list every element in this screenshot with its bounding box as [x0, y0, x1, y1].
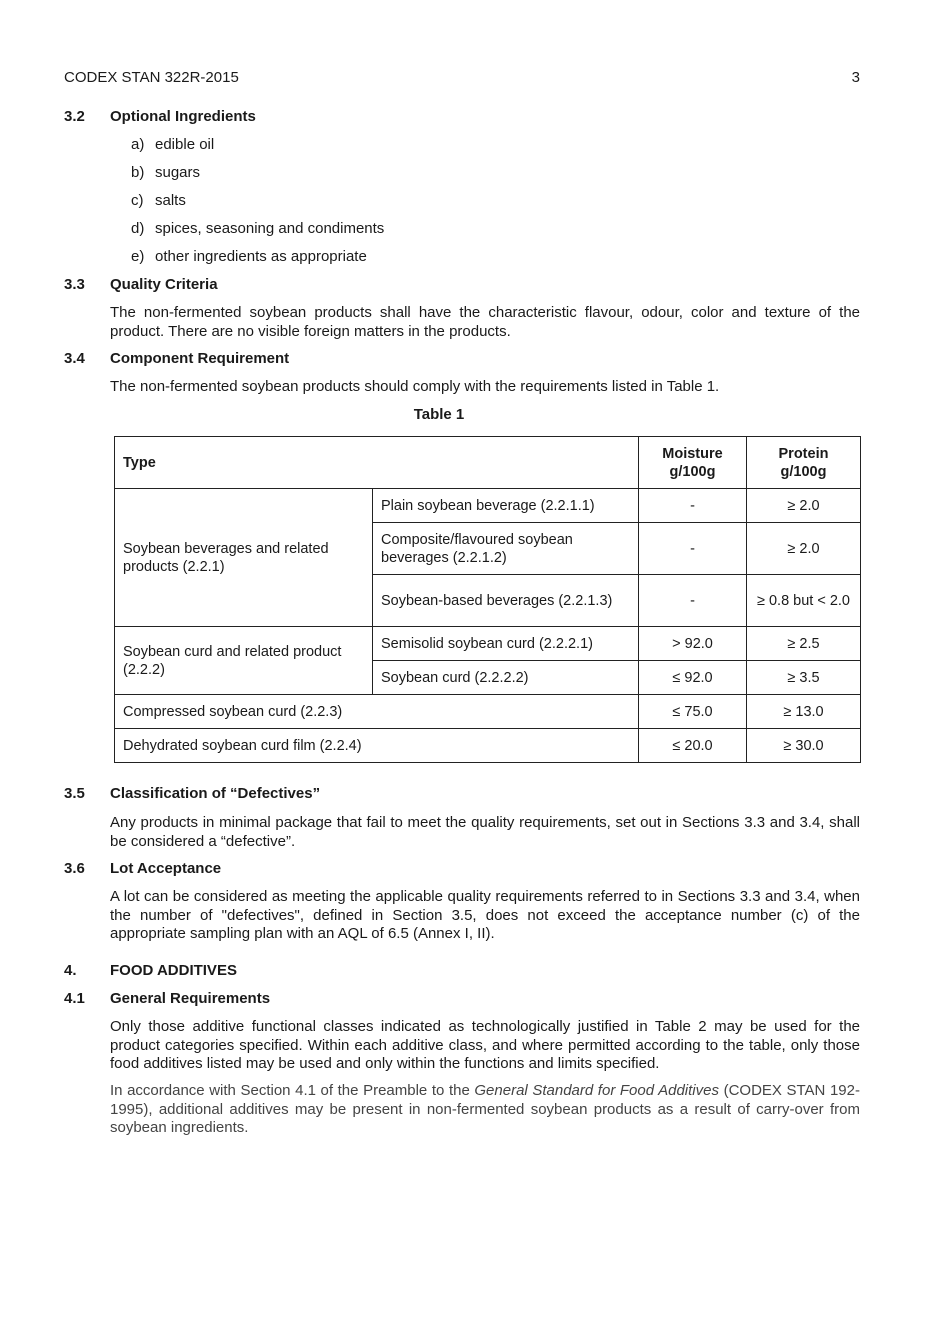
doc-id: CODEX STAN 322R-2015	[64, 69, 239, 86]
cell-moisture: -	[639, 523, 747, 575]
list-item	[131, 164, 200, 181]
section-title: FOOD ADDITIVES	[110, 962, 237, 979]
table-row	[115, 489, 861, 523]
list-text: sugars	[155, 164, 201, 181]
list-label: b)	[131, 164, 145, 181]
table-row	[115, 729, 861, 763]
section-number: 3.4	[64, 350, 85, 367]
section-3-3-text: The non-fermented soybean products shall have the characteristic flavour, odour, color and texture of the product. There are no visible foreign matters in the products.	[110, 304, 860, 340]
cell-protein: ≥ 2.0	[747, 489, 861, 523]
cell-protein: ≥ 3.5	[747, 661, 861, 695]
table-caption: Table 1	[413, 406, 465, 423]
header-type: Type	[115, 437, 639, 489]
cell-protein: ≥ 0.8 but < 2.0	[747, 575, 861, 627]
group-beverages: Soybean beverages and related products (2.2.1)	[115, 489, 373, 627]
list-label: a)	[131, 136, 145, 153]
section-3-4-text: The non-fermented soybean products should comply with the requirements listed in Table 1.	[110, 378, 720, 395]
list-text: spices, seasoning and condiments	[155, 220, 385, 237]
cell-subtype: Compressed soybean curd (2.2.3)	[115, 695, 639, 729]
cell-moisture: ≤ 75.0	[639, 695, 747, 729]
cell-subtype: Soybean-based beverages (2.2.1.3)	[373, 575, 639, 627]
section-4-1-text: Only those additive functional classes indicated as technologically justified in Table 2 may be used for the product categories specified. Within each additive class, and where permitted according to the table, only those food additives listed may be used and only within the functions and limits specified.	[110, 1018, 860, 1072]
table-row	[115, 627, 861, 661]
section-3-5-text: Any products in minimal package that fail to meet the quality requirements, set out in Sections 3.3 and 3.4, shall be considered a “defective”.	[110, 814, 860, 850]
section-title: Lot Acceptance	[110, 860, 222, 877]
table-row	[115, 695, 861, 729]
section-title: Classification of “Defectives”	[110, 785, 321, 802]
cell-protein: ≥ 2.0	[747, 523, 861, 575]
cell-moisture: ≤ 20.0	[639, 729, 747, 763]
section-number: 4.1	[64, 990, 85, 1007]
section-number: 3.3	[64, 276, 85, 293]
section-number: 3.5	[64, 785, 85, 802]
cell-moisture: -	[639, 489, 747, 523]
header-protein: Protein g/100g	[747, 437, 861, 489]
gsfa-title: General Standard for Food Additives	[474, 1082, 719, 1099]
list-text: edible oil	[155, 136, 215, 153]
table-header-row	[115, 437, 861, 489]
cell-protein: ≥ 30.0	[747, 729, 861, 763]
section-number: 4.	[64, 962, 77, 979]
section-4-1-carryover-text	[110, 1082, 860, 1138]
page-number: 3	[851, 69, 860, 86]
list-item	[131, 220, 384, 237]
list-label: e)	[131, 248, 145, 265]
page-header	[64, 69, 860, 86]
text-run: (CODEX STAN 192-1995), additional additives may be present in non-fermented soybean products as a result of carry-over from soybean ingredients.	[110, 1082, 860, 1136]
cell-subtype: Composite/flavoured soybean beverages (2.2.1.2)	[373, 523, 639, 575]
cell-moisture: > 92.0	[639, 627, 747, 661]
cell-subtype: Semisolid soybean curd (2.2.2.1)	[373, 627, 639, 661]
section-title: Quality Criteria	[110, 276, 218, 293]
list-item	[131, 192, 186, 209]
cell-protein: ≥ 2.5	[747, 627, 861, 661]
text-run: In accordance with Section 4.1 of the Preamble to the	[110, 1082, 475, 1099]
section-title: Optional Ingredients	[110, 108, 256, 125]
section-title: Component Requirement	[110, 350, 290, 367]
section-number: 3.2	[64, 108, 85, 125]
list-label: c)	[131, 192, 144, 209]
cell-subtype: Dehydrated soybean curd film (2.2.4)	[115, 729, 639, 763]
list-text: salts	[155, 192, 186, 209]
cell-moisture: ≤ 92.0	[639, 661, 747, 695]
section-3-6-text: A lot can be considered as meeting the applicable quality requirements referred to in Sections 3.3 and 3.4, when the number of "defectives", defined in Section 3.5, does not exceed the acceptance number (c) of the appropriate sampling plan with an AQL of 6.5 (Annex I, II).	[110, 888, 860, 942]
cell-subtype: Soybean curd (2.2.2.2)	[373, 661, 639, 695]
cell-subtype: Plain soybean beverage (2.2.1.1)	[373, 489, 639, 523]
section-number: 3.6	[64, 860, 85, 877]
section-title: General Requirements	[110, 990, 271, 1007]
list-item	[131, 136, 214, 153]
header-moisture: Moisture g/100g	[639, 437, 747, 489]
list-label: d)	[131, 220, 145, 237]
list-item	[131, 248, 367, 265]
cell-moisture: -	[639, 575, 747, 627]
cell-protein: ≥ 13.0	[747, 695, 861, 729]
list-text: other ingredients as appropriate	[155, 248, 367, 265]
group-curd: Soybean curd and related product (2.2.2)	[115, 627, 373, 695]
table-1	[114, 436, 861, 763]
